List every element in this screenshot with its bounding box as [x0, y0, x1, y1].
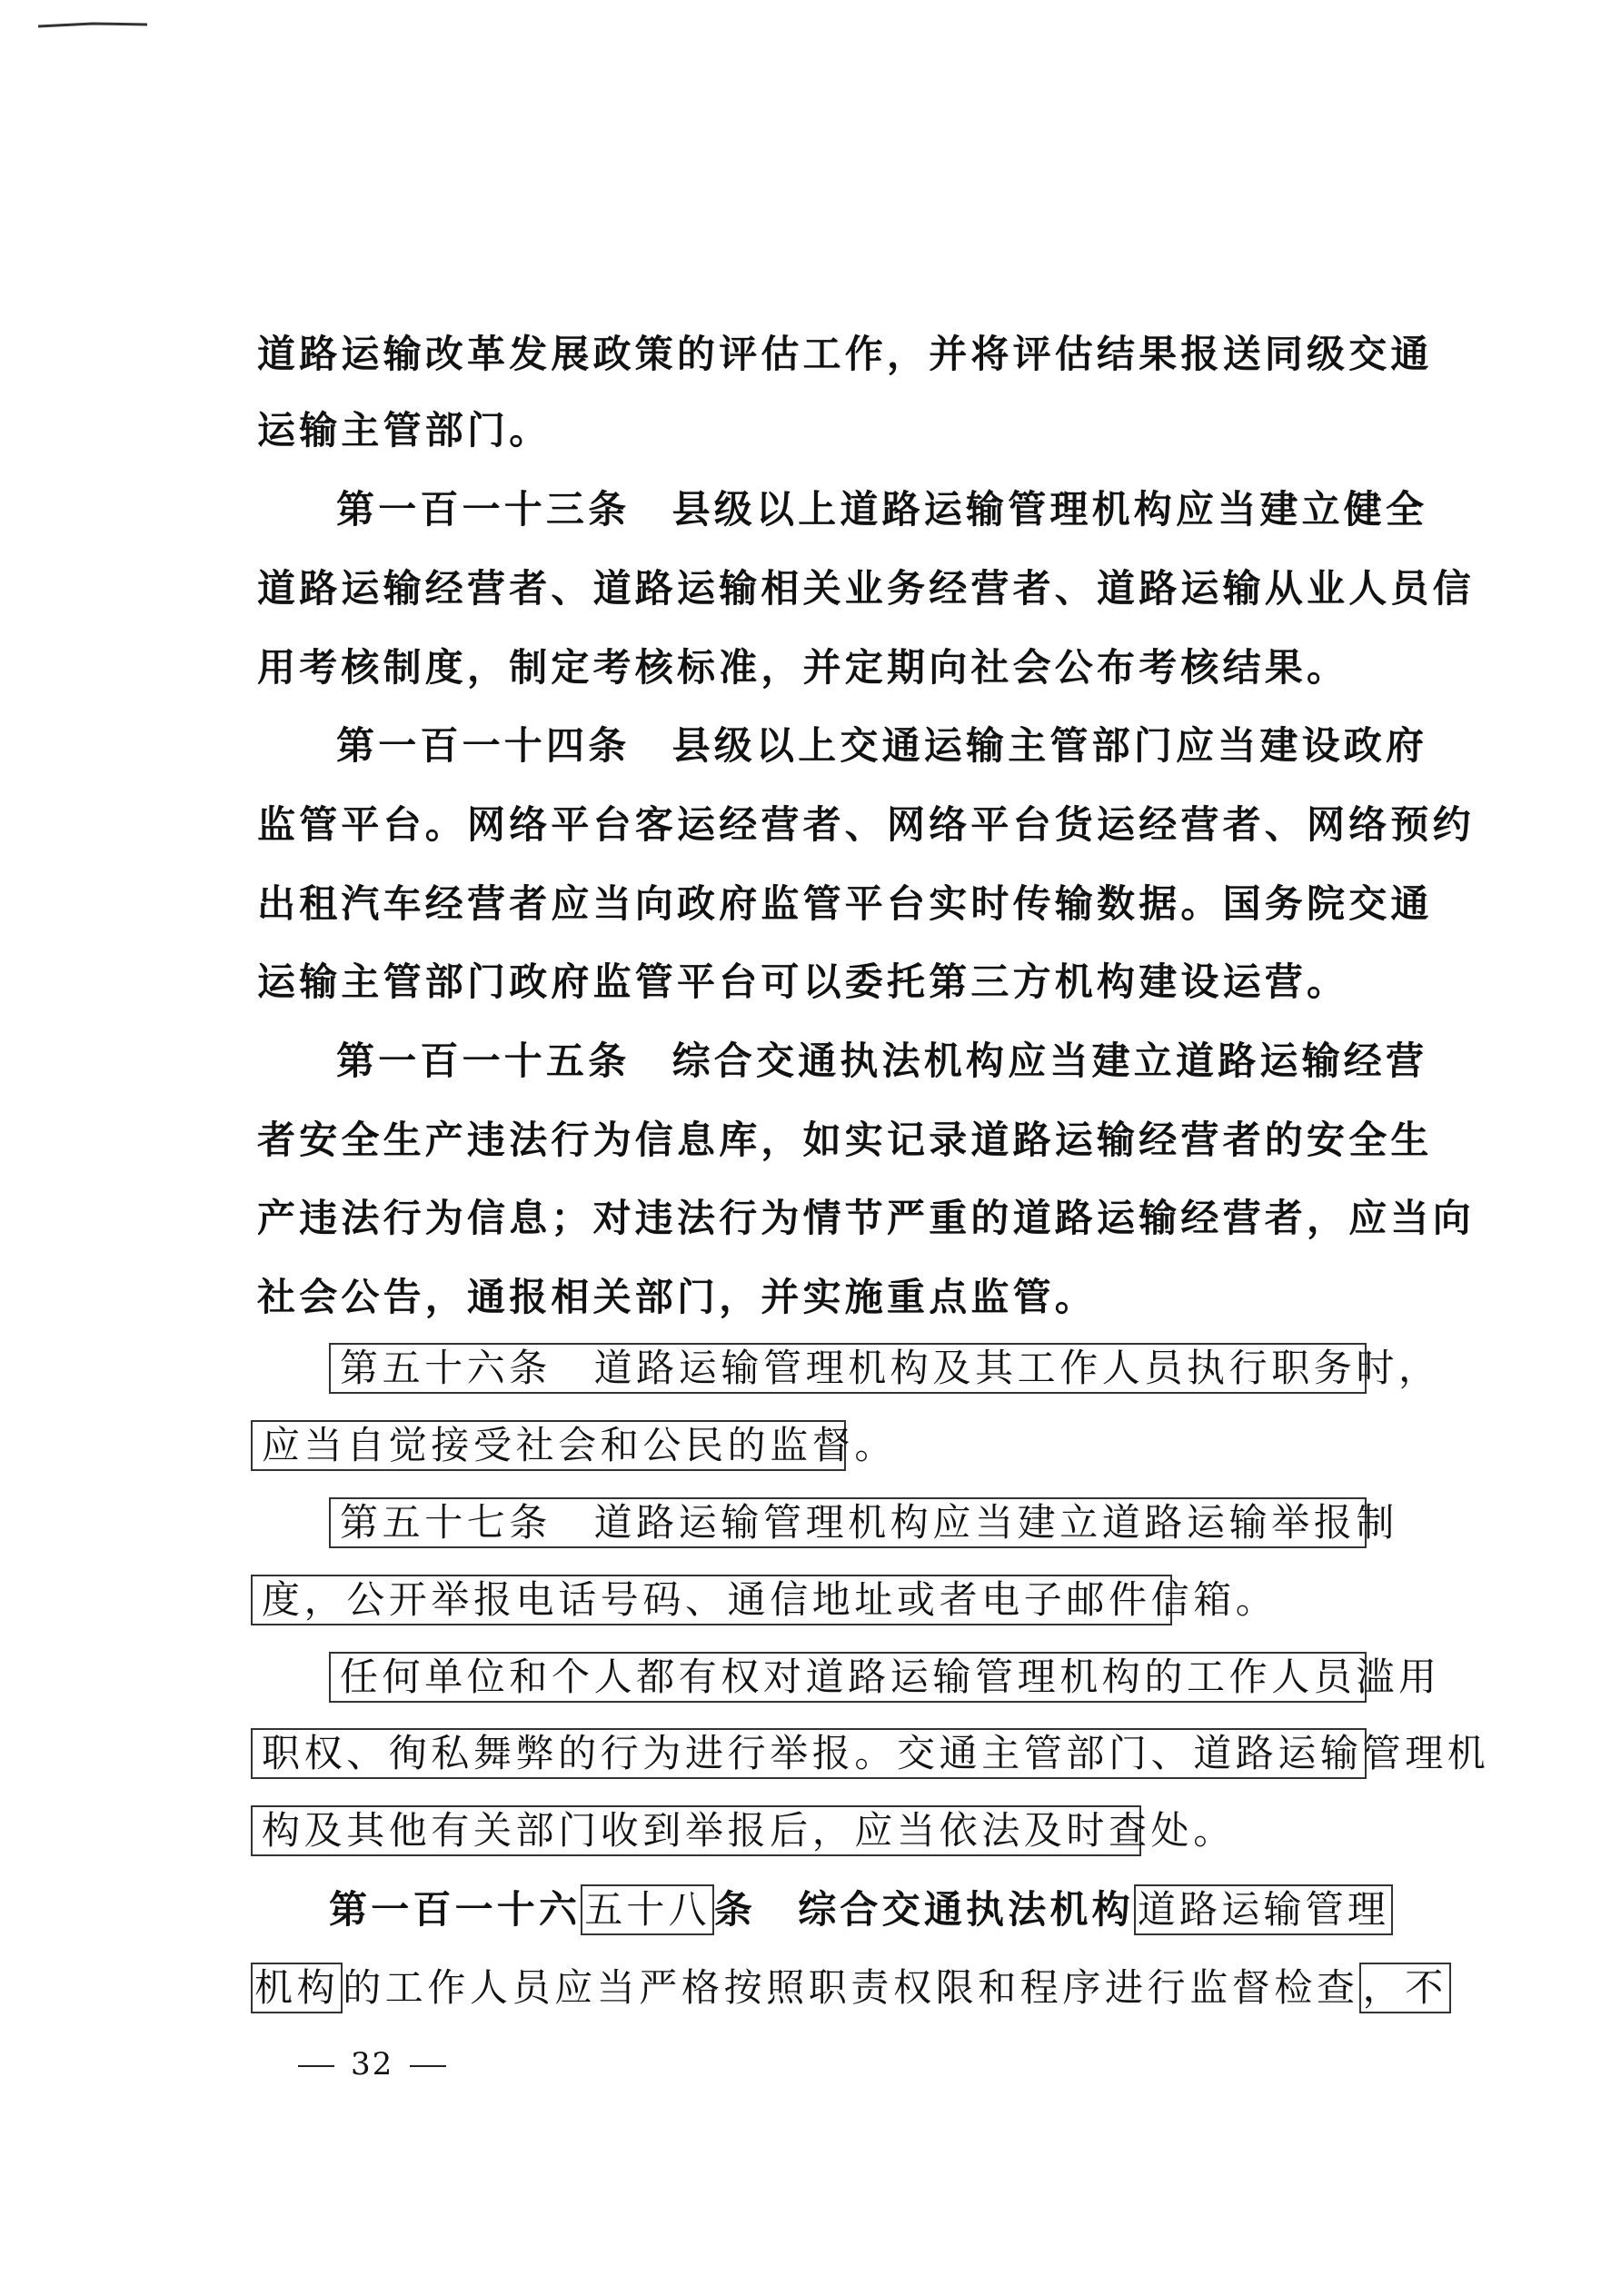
deleted-text-box: 任何单位和个人都有权对道路运输管理机构的工作人员滥用	[329, 1652, 1367, 1703]
text-line: 运输主管部门政府监管平台可以委托第三方机构建设运营。	[257, 959, 1349, 1004]
deleted-inline-text: 机构	[251, 1963, 343, 2013]
text-line: 运输主管部门。	[257, 408, 552, 452]
article-114-heading: 第一百一十四条 县级以上交通运输主管部门应当建设政府	[336, 723, 1428, 768]
deleted-article-number: 五十八	[581, 1884, 714, 1935]
text-line: 道路运输改革发展政策的评估工作，并将评估结果报送同级交通	[257, 332, 1433, 376]
deleted-text-box: 第五十六条 道路运输管理机构及其工作人员执行职务时，	[329, 1343, 1367, 1394]
deleted-text-box: 应当自觉接受社会和公民的监督。	[251, 1420, 846, 1471]
article-116-heading-rest: 条 综合交通执法机构	[713, 1887, 1134, 1932]
deleted-text-box: 职权、徇私舞弊的行为进行举报。交通主管部门、道路运输管理机	[251, 1728, 1367, 1779]
text-line: 出租汽车经营者应当向政府监管平台实时传输数据。国务院交通	[257, 881, 1433, 926]
article-116-heading	[329, 1884, 1393, 1935]
article-115-heading: 第一百一十五条 综合交通执法机构应当建立道路运输经营	[336, 1039, 1428, 1083]
text-line: 道路运输经营者、道路运输相关业务经营者、道路运输从业人员信	[257, 566, 1475, 611]
deleted-text-box: 构及其他有关部门收到举报后，应当依法及时查处。	[251, 1805, 1141, 1856]
deleted-text-box: 度，公开举报电话号码、通信地址或者电子邮件信箱。	[251, 1575, 1172, 1625]
deleted-inline-text: 道路运输管理	[1134, 1884, 1393, 1935]
article-116-number-new: 第一百一十六	[329, 1887, 582, 1932]
text-line: 者安全生产违法行为信息库，如实记录道路运输经营者的安全生	[257, 1118, 1433, 1162]
text-line: 产违法行为信息；对违法行为情节严重的道路运输经营者，应当向	[257, 1196, 1475, 1240]
text-line: 用考核制度，制定考核标准，并定期向社会公布考核结果。	[257, 645, 1349, 690]
deleted-inline-text: ，不	[1359, 1963, 1451, 2013]
page-number: 32	[282, 2046, 462, 2082]
text-line	[251, 1963, 1451, 2013]
scan-artifact-mark	[38, 16, 184, 25]
text-segment: 的工作人员应当严格按照职责权限和程序进行监督检查	[343, 1965, 1359, 2010]
article-113-heading: 第一百一十三条 县级以上道路运输管理机构应当建立健全	[336, 487, 1428, 532]
text-line: 监管平台。网络平台客运经营者、网络平台货运经营者、网络预约	[257, 802, 1475, 847]
text-line: 社会公告，通报相关部门，并实施重点监管。	[257, 1275, 1098, 1319]
deleted-text-box: 第五十七条 道路运输管理机构应当建立道路运输举报制	[329, 1497, 1367, 1548]
